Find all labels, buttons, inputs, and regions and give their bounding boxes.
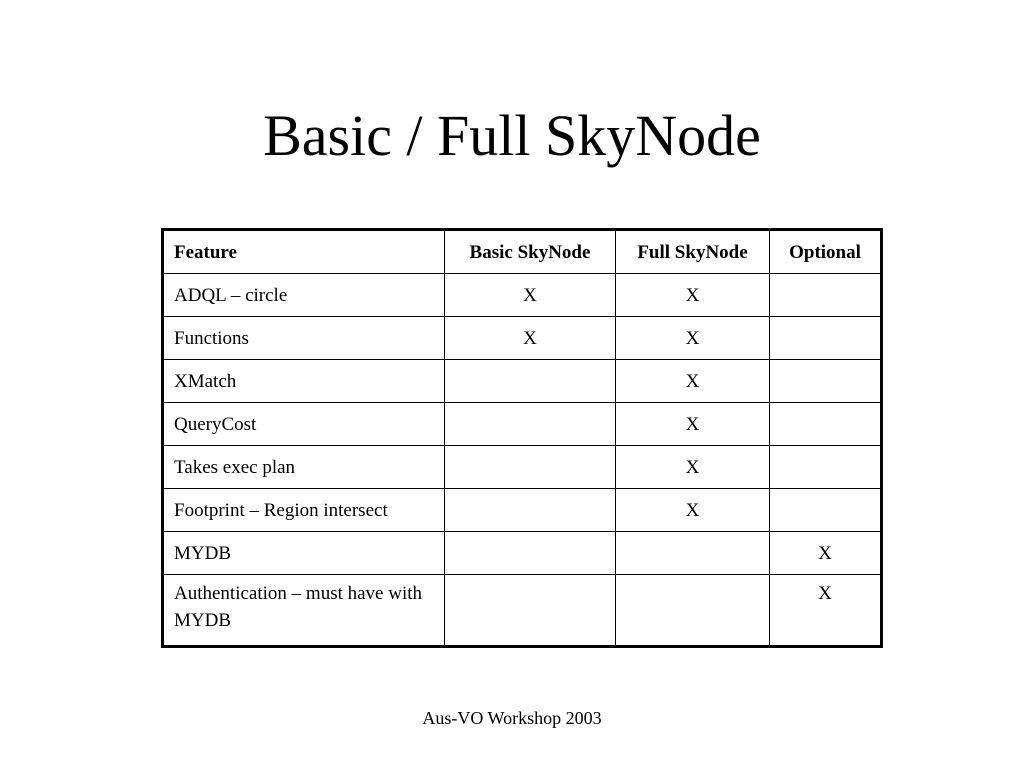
optional-cell <box>770 403 882 446</box>
header-basic-skynode: Basic SkyNode <box>445 230 616 274</box>
table-header-row <box>163 230 882 274</box>
basic-cell: X <box>445 274 616 317</box>
optional-cell <box>770 446 882 489</box>
optional-cell <box>770 360 882 403</box>
basic-cell <box>445 489 616 532</box>
feature-cell: QueryCost <box>163 403 445 446</box>
header-optional: Optional <box>770 230 882 274</box>
full-cell: X <box>616 360 770 403</box>
feature-cell: Takes exec plan <box>163 446 445 489</box>
basic-cell <box>445 575 616 647</box>
table-row <box>163 532 882 575</box>
optional-cell <box>770 274 882 317</box>
table-row <box>163 403 882 446</box>
basic-cell <box>445 403 616 446</box>
feature-cell: ADQL – circle <box>163 274 445 317</box>
full-cell: X <box>616 489 770 532</box>
full-cell <box>616 532 770 575</box>
basic-cell: X <box>445 317 616 360</box>
basic-cell <box>445 360 616 403</box>
optional-cell: X <box>770 575 882 647</box>
feature-comparison-table <box>161 228 883 648</box>
feature-cell: Functions <box>163 317 445 360</box>
table-row <box>163 446 882 489</box>
table-row <box>163 489 882 532</box>
feature-cell: Authentication – must have with MYDB <box>163 575 445 647</box>
header-feature: Feature <box>163 230 445 274</box>
full-cell: X <box>616 317 770 360</box>
optional-cell <box>770 489 882 532</box>
basic-cell <box>445 532 616 575</box>
table-row <box>163 360 882 403</box>
full-cell: X <box>616 446 770 489</box>
feature-cell: MYDB <box>163 532 445 575</box>
basic-cell <box>445 446 616 489</box>
table-row <box>163 317 882 360</box>
full-cell: X <box>616 274 770 317</box>
table-row <box>163 274 882 317</box>
optional-cell: X <box>770 532 882 575</box>
header-full-skynode: Full SkyNode <box>616 230 770 274</box>
feature-cell: Footprint – Region intersect <box>163 489 445 532</box>
slide-footer: Aus-VO Workshop 2003 <box>422 708 602 728</box>
feature-cell: XMatch <box>163 360 445 403</box>
full-cell: X <box>616 403 770 446</box>
table-row <box>163 575 882 647</box>
slide-title: Basic / Full SkyNode <box>263 103 761 168</box>
full-cell <box>616 575 770 647</box>
optional-cell <box>770 317 882 360</box>
